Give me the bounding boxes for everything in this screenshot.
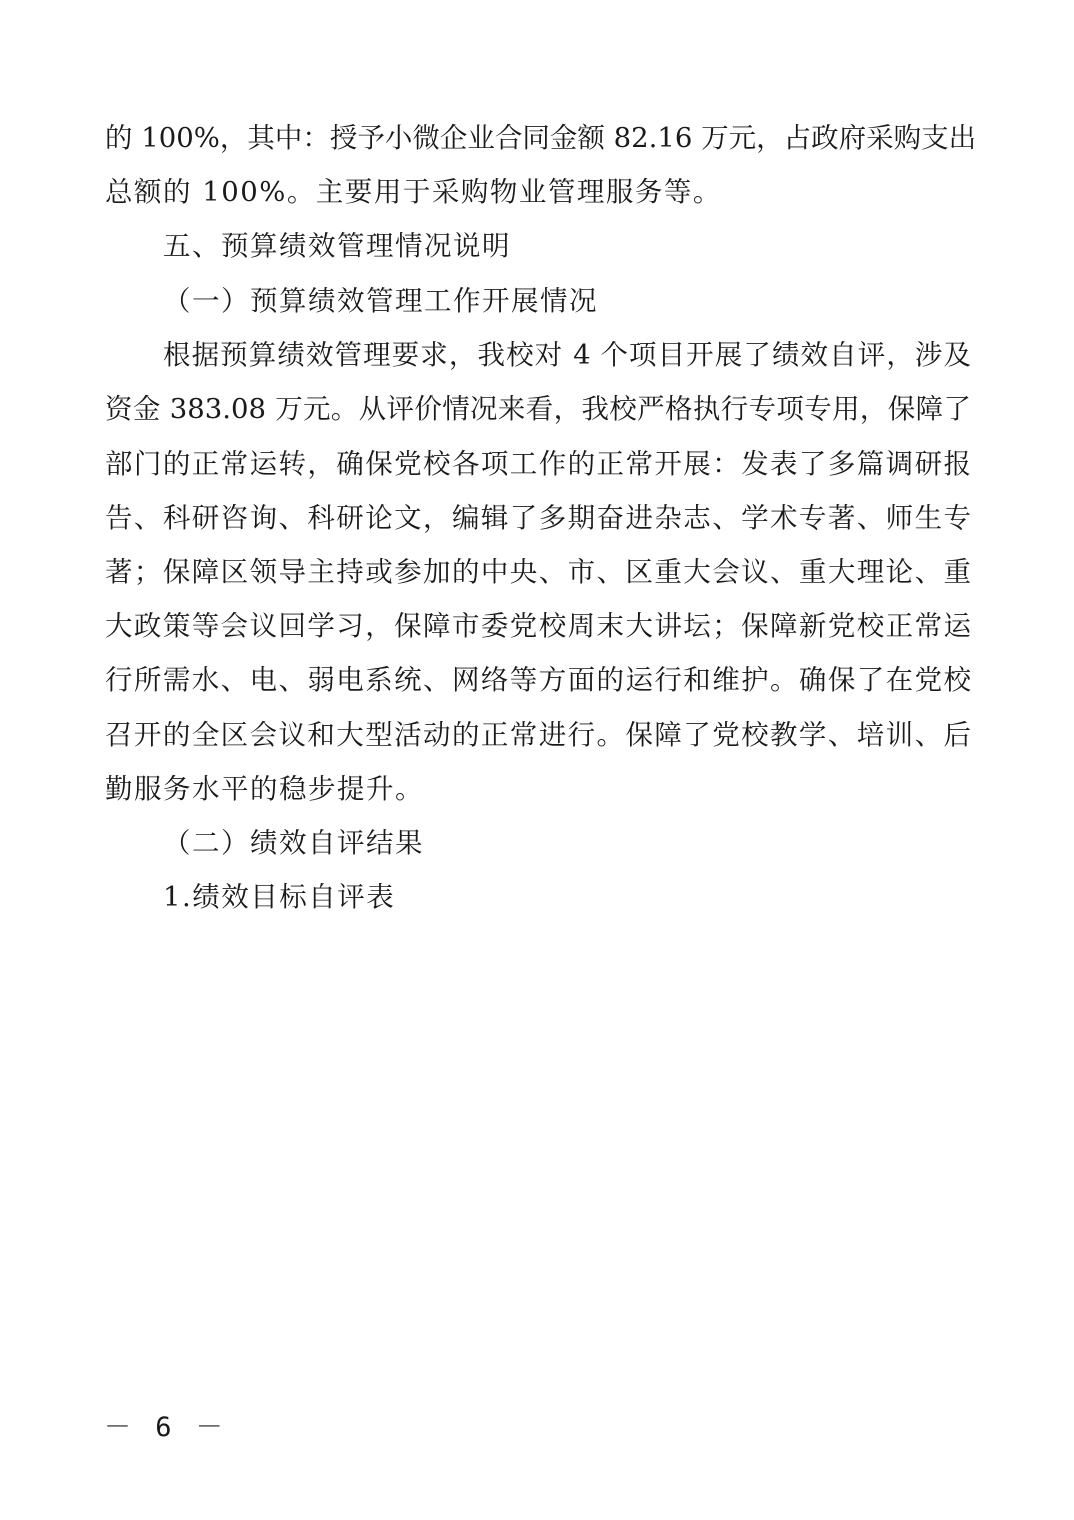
- paragraph-line: 勤服务水平的稳步提升。: [105, 773, 424, 805]
- paragraph-line: 著；保障区领导主持或参加的中央、市、区重大会议、重大理论、重: [105, 556, 971, 588]
- section-heading: 五、预算绩效管理情况说明: [163, 230, 511, 262]
- paragraph-line: 部门的正常运转，确保党校各项工作的正常开展：发表了多篇调研报: [105, 448, 971, 480]
- paragraph-line: 大政策等会议回学习，保障市委党校周末大讲坛；保障新党校正常运: [105, 610, 971, 642]
- paragraph-line: 总额的 100%。主要用于采购物业管理服务等。: [105, 176, 722, 208]
- paragraph-line: 的 100%，其中：授予小微企业合同金额 82.16 万元，占政府采购支出: [105, 122, 977, 154]
- paragraph-line: 资金 383.08 万元。从评价情况来看，我校严格执行专项专用，保障了: [105, 393, 971, 425]
- paragraph-line: 行所需水、电、弱电系统、网络等方面的运行和维护。确保了在党校: [105, 664, 971, 696]
- subsection-heading: （一）预算绩效管理工作开展情况: [163, 285, 598, 317]
- paragraph-line: 告、科研咨询、科研论文，编辑了多期奋进杂志、学术专著、师生专: [105, 502, 971, 534]
- item-heading: 1.绩效目标自评表: [163, 881, 396, 913]
- subsection-heading: （二）绩效自评结果: [163, 827, 424, 859]
- page-number: － 6 －: [104, 1412, 227, 1443]
- paragraph-line: 根据预算绩效管理要求，我校对 4 个项目开展了绩效自评，涉及: [163, 339, 971, 371]
- paragraph-line: 召开的全区会议和大型活动的正常进行。保障了党校教学、培训、后: [105, 719, 971, 751]
